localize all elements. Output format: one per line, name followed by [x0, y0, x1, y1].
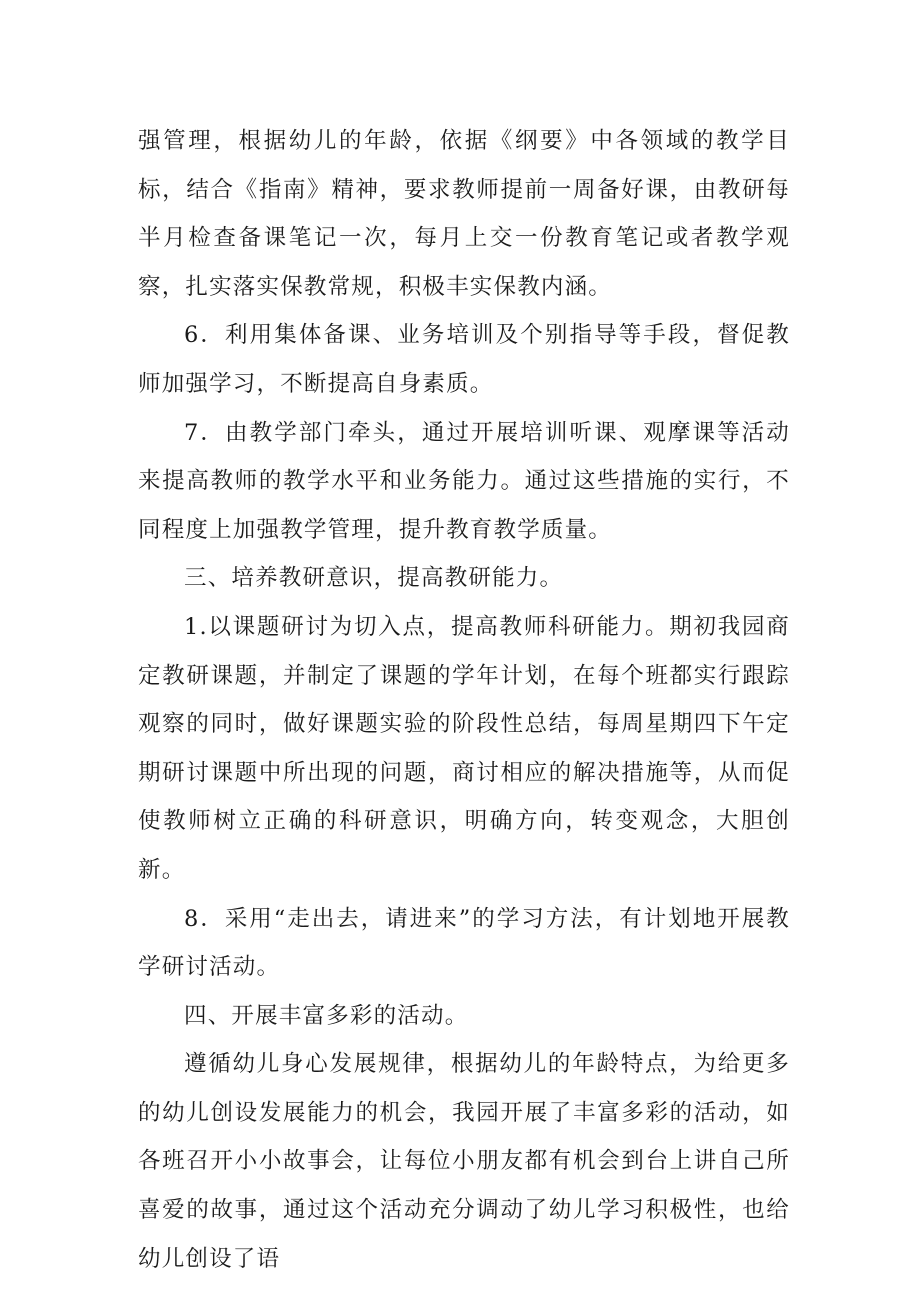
paragraph-item-7: 7．由教学部门牵头，通过开展培训听课、观摩课等活动来提高教师的教学水平和业务能力。通过这些措施的实行，不同程度上加强教学管理，提升教育教学质量。 — [138, 419, 790, 543]
paragraph-activities: 遵循幼儿身心发展规律，根据幼儿的年龄特点，为给更多的幼儿创设发展能力的机会，我园开展了丰富多彩的活动，如各班召开小小故事会，让每位小朋友都有机会到台上讲自己所喜爱的故事，通过这个活动充分调动了幼儿学习积极性，也给幼儿创设了语 — [138, 1051, 790, 1272]
paragraph-item-1: 1.以课题研讨为切入点，提高教师科研能力。期初我园商定教研课题，并制定了课题的学年计划，在每个班都实行跟踪观察的同时，做好课题实验的阶段性总结，每周星期四下午定期研讨课题中所出现的问题，商讨相应的解决措施等，从而促使教师树立正确的科研意识，明确方向，转变观念，大胆创新。 — [138, 613, 790, 883]
section-heading-4: 四、开展丰富多彩的活动。 — [184, 1002, 469, 1029]
paragraph-item-8: 8．采用“走出去，请进来”的学习方法，有计划地开展教学研讨活动。 — [138, 905, 790, 981]
document-body — [138, 117, 790, 1283]
paragraph-continued-management: 强管理，根据幼儿的年龄，依据《纲要》中各领域的教学目标，结合《指南》精神，要求教师提前一周备好课，由教研每半月检查备课笔记一次，每月上交一份教育笔记或者教学观察，扎实落实保教常规，积极丰实保教内涵。 — [138, 128, 790, 300]
section-heading-3: 三、培养教研意识，提高教研能力。 — [184, 565, 564, 592]
paragraph-item-6: 6．利用集体备课、业务培训及个别指导等手段，督促教师加强学习，不断提高自身素质。 — [138, 322, 790, 397]
